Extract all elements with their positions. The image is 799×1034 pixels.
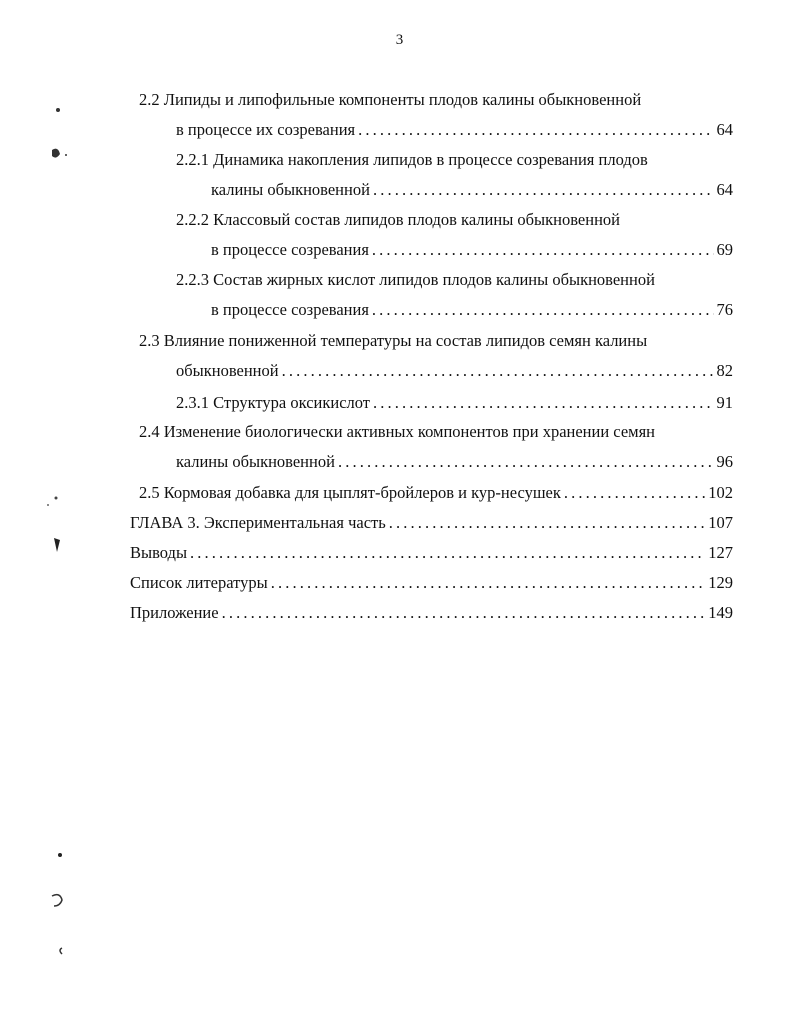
toc-page-number: 91: [716, 393, 733, 412]
dot-leader: [373, 393, 713, 413]
toc-page-number: 129: [708, 573, 733, 592]
toc-entry-title: 2.5 Кормовая добавка для цыплят-бройлеров и кур-несушек: [139, 483, 561, 502]
toc-entry-title-cont: обыкновенной: [176, 361, 279, 380]
toc-entry[interactable]: [176, 361, 733, 381]
toc-page-number: 127: [708, 543, 733, 562]
dot-leader: [282, 361, 714, 381]
toc-entry[interactable]: [211, 300, 733, 320]
toc-entry-title-cont: калины обыкновенной: [211, 180, 370, 199]
toc-page-number: 64: [716, 120, 733, 139]
dot-leader: [372, 300, 714, 320]
toc-page-number: 82: [716, 361, 733, 380]
dot-leader: [338, 452, 714, 472]
dot-leader: [222, 603, 706, 623]
dot-leader: [389, 513, 706, 533]
toc-entry-title: 2.2.3 Состав жирных кислот липидов плодов калины обыкновенной: [176, 270, 655, 289]
toc-entry-title: 2.4 Изменение биологически активных компонентов при хранении семян: [139, 422, 656, 441]
toc-page-number: 107: [708, 513, 733, 532]
toc-page-number: 102: [708, 483, 733, 502]
dot-leader: [190, 543, 705, 563]
toc-page-number: 149: [708, 603, 733, 622]
toc-entry-title: Приложение: [130, 603, 219, 622]
toc-entry[interactable]: [130, 513, 733, 533]
dot-leader: [271, 573, 706, 593]
dot-leader: [372, 240, 714, 260]
toc-entry[interactable]: [176, 452, 733, 472]
toc-page-number: 69: [716, 240, 733, 259]
toc-entry-title-cont: в процессе их созревания: [176, 120, 356, 139]
toc-entry-title: ГЛАВА 3. Экспериментальная часть: [130, 513, 386, 532]
toc-entry[interactable]: [130, 543, 733, 563]
scan-artifacts: [0, 0, 120, 1034]
dot-leader: [373, 180, 714, 200]
dot-leader: [358, 120, 713, 140]
toc-entry[interactable]: [211, 240, 733, 260]
toc-entry-title-cont: калины обыкновенной: [176, 452, 335, 471]
page-number: 3: [395, 32, 404, 48]
toc-page-number: 96: [716, 452, 733, 471]
toc-entry-title: 2.3 Влияние пониженной температуры на состав липидов семян калины: [139, 331, 648, 350]
toc-entry[interactable]: [130, 603, 733, 623]
toc-page-number: 76: [716, 300, 733, 319]
toc-entry-title: 2.2.2 Классовый состав липидов плодов калины обыкновенной: [176, 210, 620, 229]
toc-entry[interactable]: [211, 180, 733, 200]
toc-entry-title: 2.2 Липиды и липофильные компоненты плодов калины обыкновенной: [139, 90, 642, 109]
toc-entry-title: Список литературы: [130, 573, 268, 592]
toc-entry[interactable]: [176, 120, 733, 140]
toc-entry[interactable]: [176, 393, 733, 413]
toc-entry-title-cont: в процессе созревания: [211, 300, 369, 319]
toc-entry-title: 2.2.1 Динамика накопления липидов в процессе созревания плодов: [176, 150, 648, 169]
toc-entry-title-cont: в процессе созревания: [211, 240, 369, 259]
toc-entry[interactable]: [130, 573, 733, 593]
dot-leader: [564, 483, 705, 503]
toc-page-number: 64: [716, 180, 733, 199]
toc-entry-title: 2.3.1 Структура оксикислот: [176, 393, 371, 412]
toc-entry[interactable]: [139, 483, 733, 503]
toc-entry-title: Выводы: [130, 543, 188, 562]
